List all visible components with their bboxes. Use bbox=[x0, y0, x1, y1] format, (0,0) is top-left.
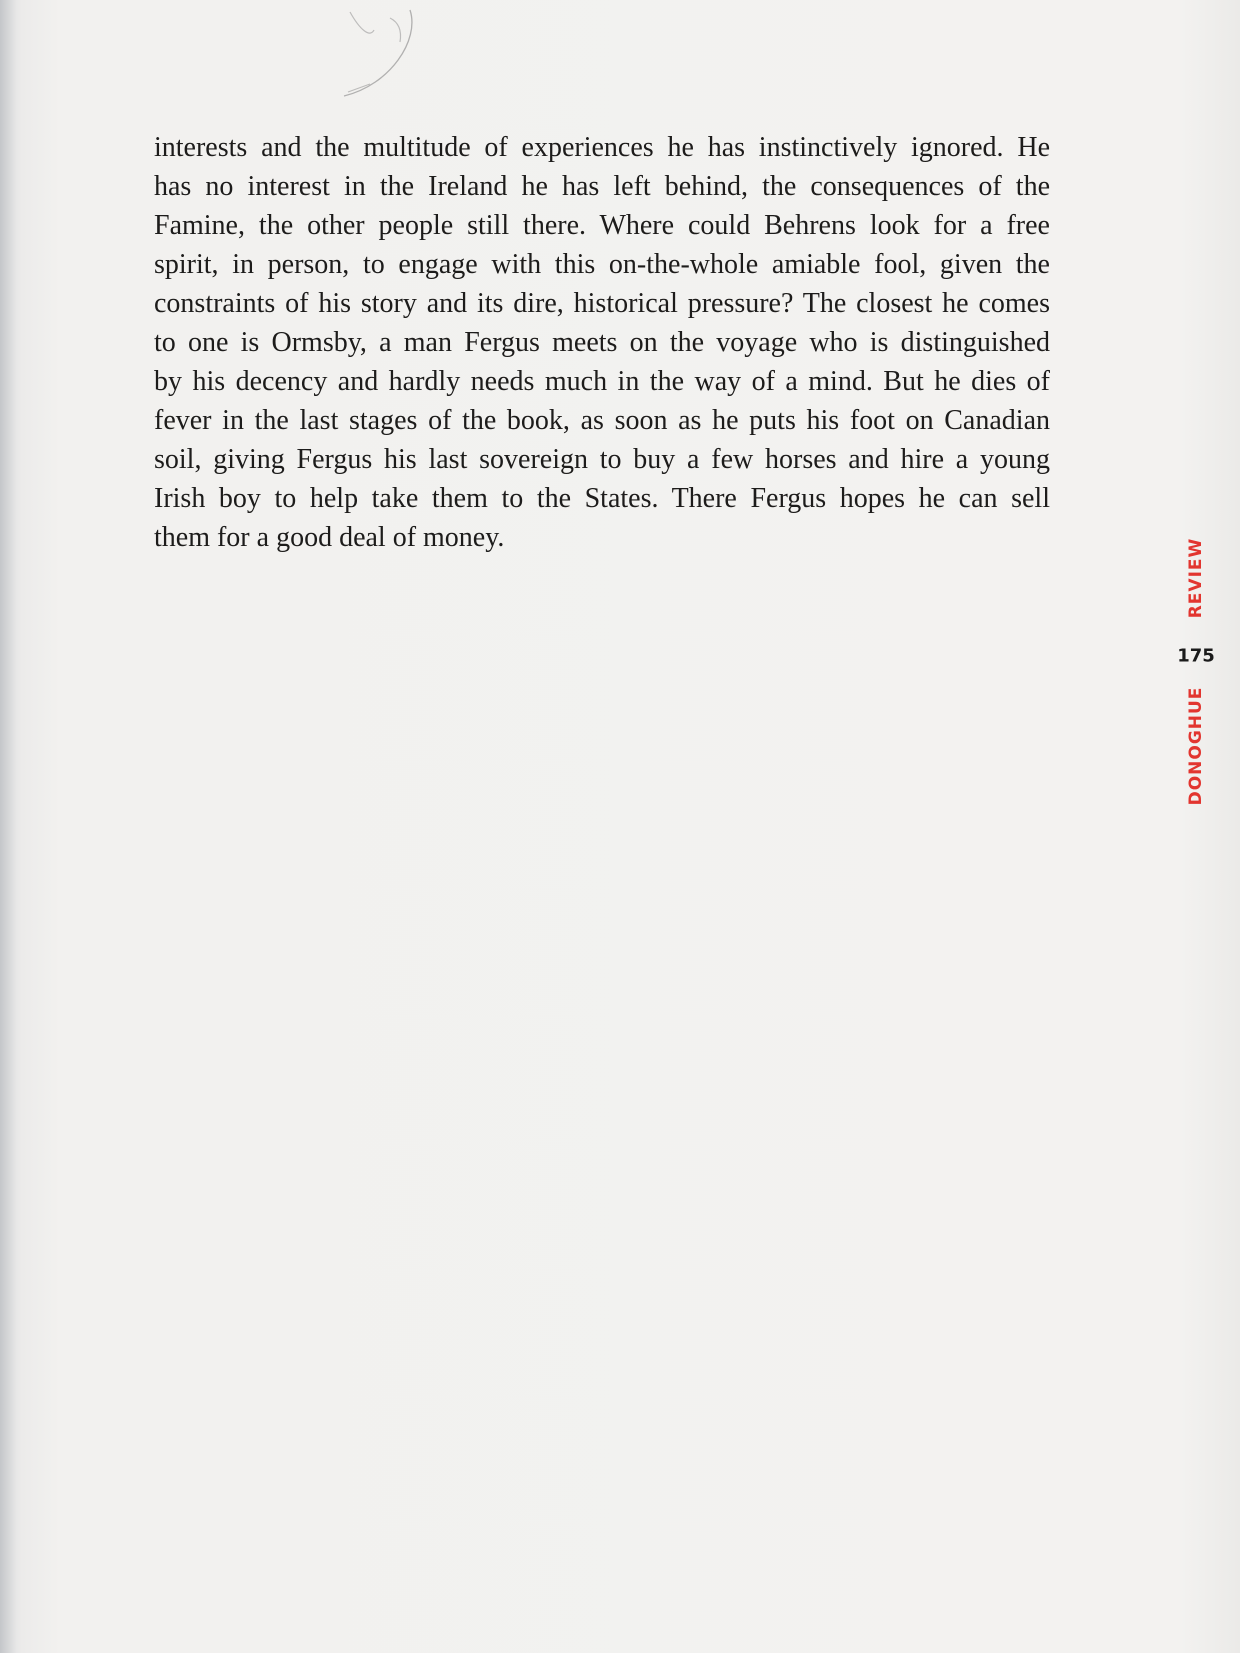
text-line: soil, giving Fergus his last sovereign to buy a few horses and hire a young bbox=[154, 444, 1050, 475]
text-line: fever in the last stages of the book, as soon as he puts his foot on Canadian bbox=[154, 405, 1050, 436]
body-text bbox=[154, 128, 1050, 557]
section-label: REVIEW bbox=[1186, 537, 1206, 619]
text-line: constraints of his story and its dire, historical pressure? The closest he comes bbox=[154, 288, 1050, 319]
text-line: by his decency and hardly needs much in the way of a mind. But he dies of bbox=[154, 366, 1050, 397]
text-line: spirit, in person, to engage with this on-the-whole amiable fool, given the bbox=[154, 249, 1050, 280]
text-line: interests and the multitude of experiences he has instinctively ignored. He bbox=[154, 132, 1050, 163]
text-line: to one is Ormsby, a man Fergus meets on the voyage who is distinguished bbox=[154, 327, 1050, 358]
text-line: Famine, the other people still there. Where could Behrens look for a free bbox=[154, 210, 1050, 241]
text-line: has no interest in the Ireland he has left behind, the consequences of the bbox=[154, 171, 1050, 202]
spine-shadow bbox=[0, 0, 16, 1653]
pencil-mark bbox=[330, 0, 450, 110]
text-line: them for a good deal of money. bbox=[154, 522, 505, 553]
text-line: Irish boy to help take them to the States. There Fergus hopes he can sell bbox=[154, 483, 1050, 514]
page-number: 175 bbox=[1177, 645, 1215, 667]
author-label: DONOGHUE bbox=[1186, 686, 1206, 806]
